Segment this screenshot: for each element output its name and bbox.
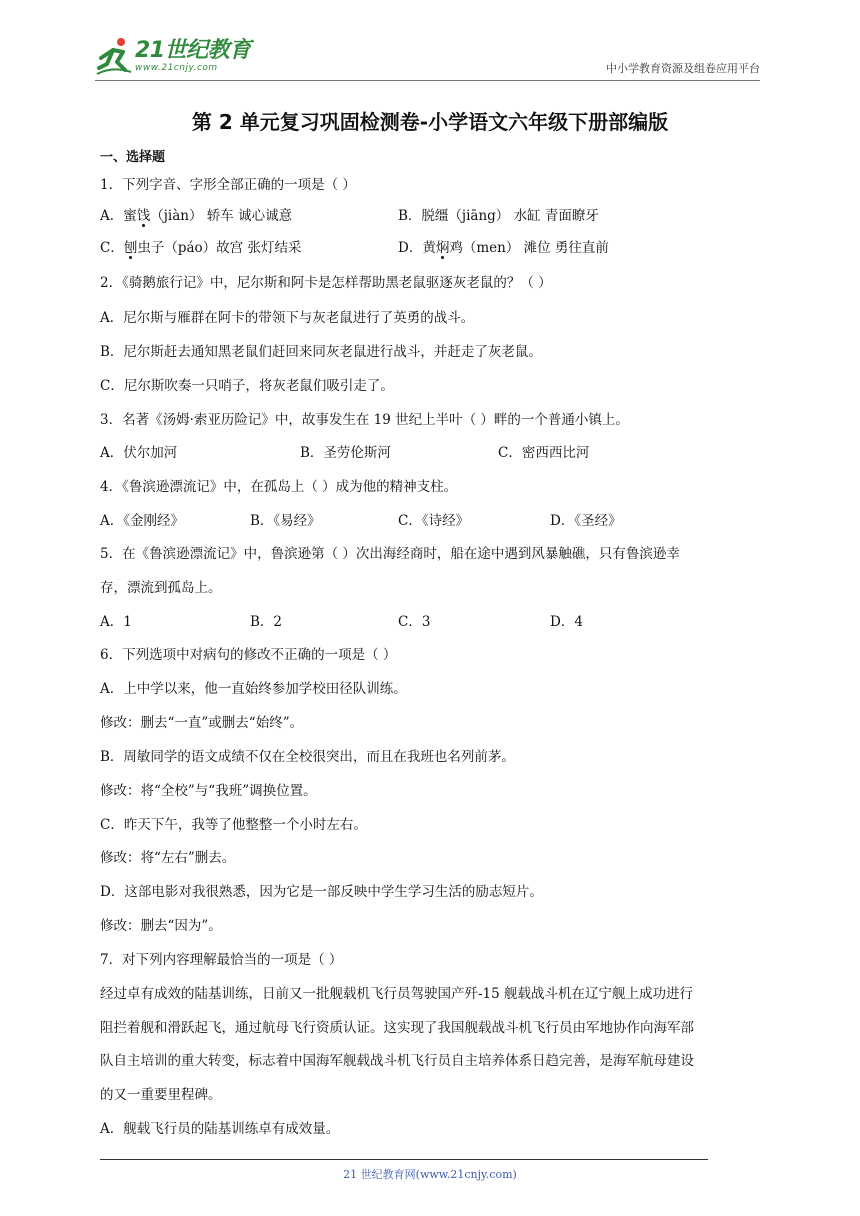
q1-option-d: D．黄焖鸡（men） 滩位 勇往直前 bbox=[398, 240, 609, 256]
q5-option-c: C．3 bbox=[398, 614, 431, 630]
q6-option-b: B．周敏同学的语文成绩不仅在全校很突出，而且在我班也名列前茅。 bbox=[100, 749, 515, 765]
emphasis-dot-char: 焖 bbox=[435, 240, 450, 256]
q1-option-c: C．刨虫子（páo）故宫 张灯结采 bbox=[100, 240, 302, 256]
q2-stem: 2．《骑鹅旅行记》中，尼尔斯和阿卡是怎样帮助黑老鼠驱逐灰老鼠的？（ ） bbox=[100, 275, 552, 291]
q6-option-c: C．昨天下午，我等了他整整一个小时左右。 bbox=[100, 817, 367, 833]
q1-stem: 1．下列字音、字形全部正确的一项是（ ） bbox=[100, 177, 356, 193]
footer-divider bbox=[100, 1159, 708, 1160]
q1-option-a: A．蜜饯（jiàn） 轿车 诚心诚意 bbox=[100, 208, 293, 224]
q6-option-d: D．这部电影对我很熟悉，因为它是一部反映中学生学习生活的励志短片。 bbox=[100, 884, 543, 900]
q6-option-a: A．上中学以来，他一直始终参加学校田径队训练。 bbox=[100, 681, 407, 697]
q7-passage-line4: 的又一重要里程碑。 bbox=[100, 1087, 222, 1103]
page-footer: 21 世纪教育网(www.21cnjy.com) bbox=[343, 1168, 517, 1181]
q4-option-c: C．《诗经》 bbox=[398, 513, 470, 529]
q6-option-b-fix: 修改：将“全校”与“我班”调换位置。 bbox=[100, 783, 317, 799]
q7-passage-line1: 经过卓有成效的陆基训练，日前又一批舰载机飞行员驾驶国产歼-15 舰载战斗机在辽宁舰上成功进行 bbox=[100, 986, 694, 1002]
page-title: 第 2 单元复习巩固检测卷-小学语文六年级下册部编版 bbox=[191, 110, 669, 134]
q4-stem: 4．《鲁滨逊漂流记》中，在孤岛上（ ）成为他的精神支柱。 bbox=[100, 479, 458, 495]
q4-option-b: B．《易经》 bbox=[250, 513, 321, 529]
q7-option-a: A．舰载飞行员的陆基训练卓有成效量。 bbox=[100, 1121, 340, 1137]
q6-option-d-fix: 修改：删去“因为”。 bbox=[100, 918, 222, 934]
q5-option-a: A．1 bbox=[100, 614, 132, 630]
header-divider bbox=[95, 80, 760, 81]
q2-option-c: C．尼尔斯吹奏一只哨子，将灰老鼠们吸引走了。 bbox=[100, 378, 394, 394]
q5-option-d: D．4 bbox=[550, 614, 583, 630]
q3-option-c: C．密西西比河 bbox=[498, 445, 590, 461]
q7-passage-line3: 队自主培训的重大转变，标志着中国海军舰载战斗机飞行员自主培养体系日趋完善，是海军航母建设 bbox=[100, 1053, 694, 1069]
q7-passage-line2: 阻拦着舰和滑跃起飞，通过航母飞行资质认证。这实现了我国舰载战斗机飞行员由军地协作向海军部 bbox=[100, 1020, 694, 1036]
q3-option-b: B．圣劳伦斯河 bbox=[300, 445, 391, 461]
q1-option-b: B．脱缰（jiāng） 水缸 青面瞭牙 bbox=[398, 208, 599, 224]
site-logo bbox=[95, 36, 251, 76]
q2-option-a: A．尼尔斯与雁群在阿卡的带领下与灰老鼠进行了英勇的战斗。 bbox=[100, 310, 475, 326]
platform-name: 中小学教育资源及组卷应用平台 bbox=[606, 62, 760, 75]
q6-option-c-fix: 修改：将“左右”删去。 bbox=[100, 850, 236, 866]
q6-option-a-fix: 修改：删去“一直”或删去“始终”。 bbox=[100, 715, 304, 731]
q7-stem: 7．对下列内容理解最恰当的一项是（ ） bbox=[100, 952, 343, 968]
q5-stem-line2: 存，漂流到孤岛上。 bbox=[100, 580, 222, 596]
q4-option-d: D．《圣经》 bbox=[550, 513, 622, 529]
q6-stem: 6．下列选项中对病句的修改不正确的一项是（ ） bbox=[100, 647, 397, 663]
q3-option-a: A．伏尔加河 bbox=[100, 445, 178, 461]
runner-logo-icon bbox=[95, 36, 133, 76]
emphasis-dot-char: 刨 bbox=[123, 240, 138, 256]
logo-wordmark: 21世纪教育 bbox=[135, 38, 251, 63]
q5-option-b: B．2 bbox=[250, 614, 283, 630]
page-header bbox=[95, 36, 760, 80]
q5-stem-line1: 5．在《鲁滨逊漂流记》中，鲁滨逊第（ ）次出海经商时，船在途中遇到风暴触礁，只有鲁滨逊幸 bbox=[100, 546, 680, 562]
emphasis-dot-char: 饯 bbox=[136, 208, 151, 224]
logo-url: www.21cnjy.com bbox=[135, 63, 218, 73]
q2-option-b: B．尼尔斯赶去通知黑老鼠们赶回来同灰老鼠进行战斗，并赶走了灰老鼠。 bbox=[100, 344, 542, 360]
q4-option-a: A．《金刚经》 bbox=[100, 513, 184, 529]
section-heading: 一、选择题 bbox=[100, 150, 166, 165]
q3-stem: 3．名著《汤姆·索亚历险记》中，故事发生在 19 世纪上半叶（ ）畔的一个普通小镇上。 bbox=[100, 412, 629, 428]
